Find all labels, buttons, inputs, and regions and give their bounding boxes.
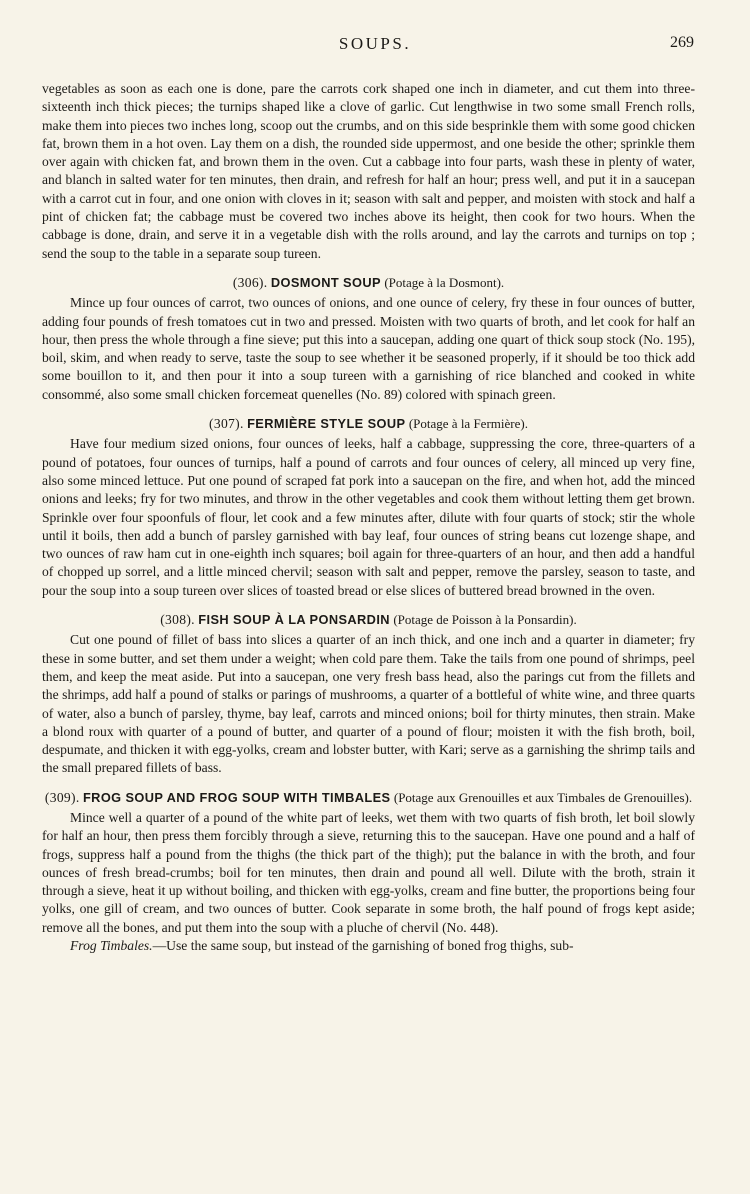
body-text <box>42 80 695 955</box>
recipe-text-309: Mince well a quarter of a pound of the white part of leeks, wet them with two quarts of fish broth, let boil slowly for half an hour, then press them forcibly through a sieve, returning this to the saucepan. Have one pound and a half of frogs, suppress half a pound from the thighs (the thick part of the thigh); put the balance in with the broth, and four ounces of fresh bread-crumbs; boil for ten minutes, then drain and pound all well. Dilute with the broth, strain it through a sieve, heat it up without boiling, and thicken with egg-yolks, cream and fine butter, the proportions being four yolks, one gill of cream, and two ounces of butter. Cook separate in some broth, the half pound of frogs kept aside; remove all the bones, and put them into the soup with a pluche of chervil (No. 448). <box>42 809 695 935</box>
recipe-french-name: (Potage à la Fermière). <box>408 416 528 432</box>
sub-recipe-text: —Use the same soup, but instead of the garnishing of boned frog thighs, sub- <box>152 938 574 954</box>
recipe-heading-307 <box>42 415 695 433</box>
sub-recipe-paragraph <box>42 937 695 955</box>
running-head <box>0 34 750 56</box>
recipe-text-306: Mince up four ounces of carrot, two ounces of onions, and one ounce of celery, fry these in four ounces of butter, adding four pounds of fresh tomatoes cut in two and pressed. Moisten with two quarts of broth, and let cook for half an hour, then press the whole through a fine sieve; put this into a saucepan, adding one quart of thick soup stock (No. 195), boil, skim, and when ready to serve, taste the soup to see whether it be seasoned properly, if it should be too thick add some bouillon to it, and then pour it into a soup tureen with a garnishing of rice blanched and cooked in white consommé, also some small chicken forcemeat quenelles (No. 89) colored with spinach green. <box>42 295 695 402</box>
recipe-french-name: (Potage à la Dosmont). <box>384 274 505 290</box>
recipe-name: FERMIÈRE STYLE SOUP <box>247 416 406 432</box>
page-number: 269 <box>670 34 694 51</box>
recipe-number: (308). <box>160 612 195 628</box>
recipe-heading-308 <box>42 611 695 629</box>
recipe-number: (307). <box>209 416 244 432</box>
recipe-name: FISH SOUP À LA PONSARDIN <box>198 612 390 628</box>
recipe-number: (309). <box>44 789 80 805</box>
continuation-paragraph: vegetables as soon as each one is done, pare the carrots cork shaped one inch in diameter, and cut them into three-sixteenth inch thick pieces; the turnips shaped like a clove of garlic. Cut lengthwise in two some small French rolls, make them into pieces two inches long, scoop out the crumbs, and on this side besprinkle them with some good chicken fat, brown them in a hot oven. Lay them on a dish, the rounded side uppermost, and one beside the other; sprinkle them over again with chicken fat, and brown them in the oven. Cut a cabbage into four parts, wash these in plenty of water, and blanch in salted water for ten minutes, then drain, and refresh for half an hour; press well, and put it in a saucepan with a carrot cut in four, and one onion with cloves in it; season with salt and pepper, and moisten with stock and half a pint of chicken fat; the cabbage must be covered two inches above its height, then cook for two hours. When the cabbage is done, drain, and serve it in a vegetable dish with the rolls around, and lay the carrots and turnips on top ; send the soup to the table in a separate soup tureen. <box>42 81 695 261</box>
recipe-heading-306 <box>42 274 695 292</box>
recipe-name: FROG SOUP AND FROG SOUP WITH TIMBALES <box>82 789 391 805</box>
recipe-heading-309 <box>42 789 695 807</box>
recipe-number: (306). <box>232 274 268 290</box>
running-title: SOUPS. <box>338 34 412 53</box>
recipe-french-name: (Potage de Poisson à la Ponsardin). <box>393 612 577 628</box>
recipe-text-308: Cut one pound of fillet of bass into slices a quarter of an inch thick, and one inch and a quarter in diameter; fry these in some butter, and set them under a weight; when cold pare them. Take the tails from one pound of shrimps, peel them, and keep the meat aside. Put into a saucepan, one very fresh bass head, also the parings cut from the fillets and the shrimps, add half a pound of stalks or parings of mushrooms, a quarter of a bottleful of white wine, and three quarts of water, also a bunch of parsley, thyme, bay leaf, carrots and minced onions; boil for thirty minutes, then strain. Make a blond roux with quarter of a pound of butter, and quarter of a pound of flour; moisten it with the fish broth, boil, despumate, and thicken it with egg-yolks, cream and lobster butter, with Kari; serve as a garnishing the shrimp tails and the small prepared fillets of bass. <box>42 632 695 776</box>
recipe-text-307: Have four medium sized onions, four ounces of leeks, half a cabbage, suppressing the core, three-quarters of a pound of potatoes, four ounces of turnips, half a pound of carrots and four ounces of celery, all minced up very fine, also some minced lettuce. Put one pound of scraped fat pork into a saucepan on the fire, and when hot, add the minced onions and leeks; fry for two minutes, and throw in the other vegetables and cook them without letting them get brown. Sprinkle over four spoonfuls of flour, let cook and a few minutes after, dilute with four quarts of stock; stir the whole until it boils, then add a bunch of parsley garnished with bay leaf, four ounces of string beans cut lozenge shape, and two ounces of raw ham cut in one-eighth inch squares; boil again for three-quarters of an hour, and then add a handful of chopped up sorrel, and a little minced chervil; season with salt and pepper, remove the parsley, season to taste, and pour the soup into a soup tureen over slices of toasted bread or else slices of buttered bread browned in the oven. <box>42 436 695 598</box>
sub-recipe-label: Frog Timbales. <box>70 938 153 954</box>
recipe-name: DOSMONT SOUP <box>270 274 381 290</box>
recipe-french-name: (Potage aux Grenouilles et aux Timbales de Grenouilles). <box>393 789 693 805</box>
